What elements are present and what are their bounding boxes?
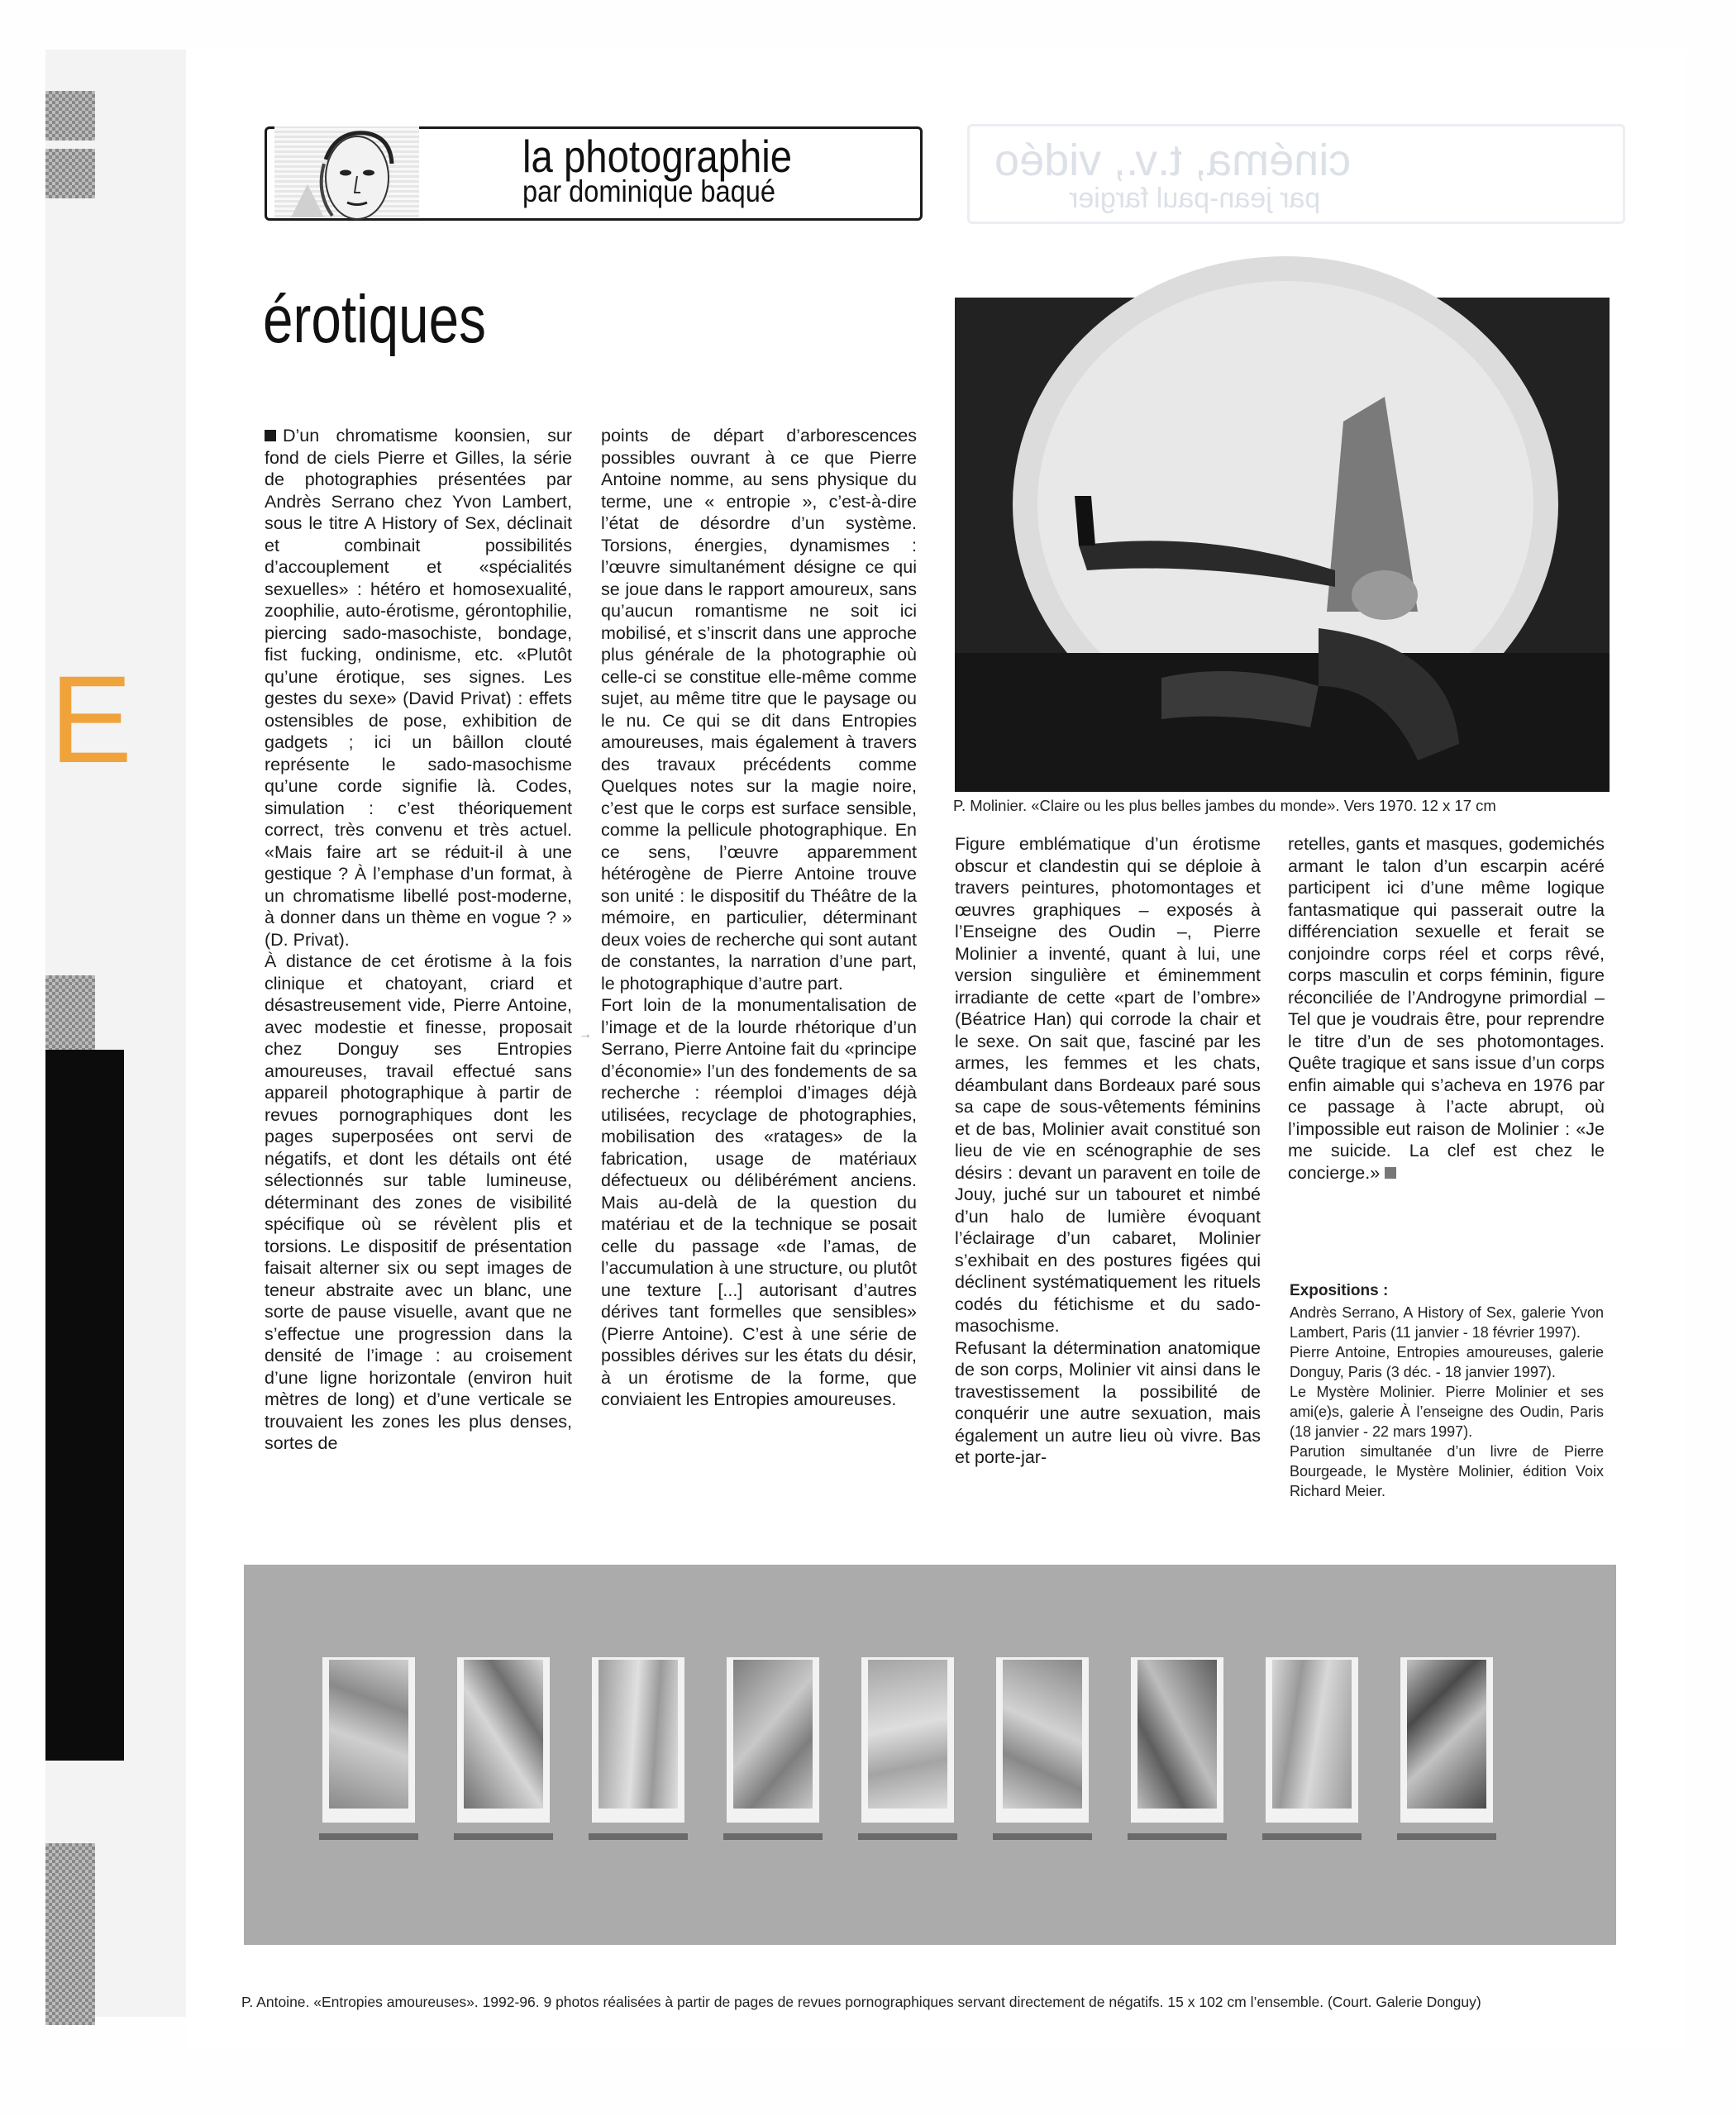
strip-photo-panel	[457, 1657, 550, 1823]
paragraph: retelles, gants et masques, godemichés armant le talon d’un escarpin acéré participent ici d’une même logique fantasmatique qui passerait outre la différenciation sexuelle et ferait se conjoindre corps réel et corps rêvé, corps masculin et corps féminin, figure réconciliée de l’Androgyne primordial – Tel que je voudrais être, pour reprendre le titre d’un de ses photomontages. Quête tragique et sans issue d’un corps enfin aimable qui s’acheva en 1976 par ce passage à l’acte abrupt, où l’impossible eut raison de Molinier : «Je me suicide. La clef est chez le concierge.»	[1288, 834, 1605, 1183]
panel-ledge	[858, 1833, 957, 1840]
strip-photo	[733, 1660, 813, 1809]
strip-photo-panel	[727, 1657, 819, 1823]
panel-ledge	[1128, 1833, 1227, 1840]
panel-ledge	[319, 1833, 418, 1840]
strip-photo	[599, 1660, 678, 1809]
strip-photo	[868, 1660, 947, 1809]
strip-photo	[1407, 1660, 1486, 1809]
strip-photo-panel	[592, 1657, 684, 1823]
panel-ledge	[454, 1833, 553, 1840]
strip-photo-panel	[861, 1657, 954, 1823]
checker-pattern	[45, 91, 95, 141]
paragraph: À distance de cet érotisme à la fois clinique et chatoyant, criard et désastreusement vide, Pierre Antoine, avec modestie et finesse, proposait chez Donguy ses Entropies amoureuses, travail effectué sans appareil photographique à partir de revues pornographiques dont les pages superposées ont servi de négatifs, et dont les détails ont été sélectionnés sur table lumineuse, déterminant des zones de visibilité spécifique où se révèlent plis et torsions. Le dispositif de présentation faisait alterner six ou sept images de teneur abstraite avec un blanc, une sorte de pause visuelle, avant que ne s’effectue une progression dans la densité de l’image : au croisement d’une ligne horizontale (environ huit mètres de long) et d’une verticale se trouvaient les zones les plus denses, sortes de	[265, 951, 572, 1453]
strip-photo	[1003, 1660, 1082, 1809]
author-portrait	[274, 126, 419, 217]
exposition-item: Pierre Antoine, Entropies amoureuses, galerie Donguy, Paris (3 déc. - 18 janvier 1997).	[1290, 1344, 1604, 1380]
paragraph: points de départ d’arborescences possibles ouvrant à ce que Pierre Antoine nomme, au sens physique du terme, une « entropie », c’est-à-dire l’état de désordre d’un système. Torsions, énergies, dynamismes : l’œuvre simultanément désigne ce qui se joue dans le rapport amoureux, sans qu’aucun romantisme ne soit ici mobilisé, et s’inscrit dans une approche plus générale de la photographie où celle-ci se constitue elle-même comme sujet, au même titre que le paysage ou le nu. Ce qui se dit dans Entropies amoureuses, mais également à travers des travaux précédents comme Quelques notes sur la magie noire, c’est que le corps est surface sensible, comme la pellicule photographique. En ce sens, l’œuvre apparemment hétérogène de Pierre Antoine trouve son unité : le dispositif du Théâtre de la mémoire, en particulier, déterminant deux voies de recherche qui sont autant de constantes, la narration d’une part, le photographique d’autre part.	[601, 426, 917, 994]
ghost-rubric-title: cinéma, t.v., vidéo	[994, 136, 1352, 185]
molinier-photo	[955, 298, 1610, 792]
strip-photo	[1272, 1660, 1352, 1809]
strip-photo-panel	[1266, 1657, 1358, 1823]
end-square-icon	[1385, 1167, 1396, 1179]
rubric-byline: par dominique baqué	[522, 174, 775, 208]
paragraph: Figure emblématique d’un érotisme obscur et clandestin qui se déploie à travers peintures, photomontages et œuvres graphiques – exposés à l’Enseigne des Oudin –, Pierre Molinier a inventé, quant à lui, une version singulière et éminemment irradiante de cette «part de l’ombre» (Béatrice Han) qui corrode la chair et le sexe. On sait que, fasciné par les armes, les femmes et les chats, déambulant dans Bordeaux paré sous sa cape de sous-vêtements féminins et de bas, Molinier avait constitué son lieu de vie en scénographie de ses désirs : devant un paravent en toile de Jouy, juché sur un tabouret et nimbé d’un halo de lumière évoquant l’éclairage d’un cabaret, Molinier s’exhibait en des postures figées qui déclinent systématiquement les rituels codés du fétichisme et du sado-masochisme.	[955, 834, 1261, 1336]
paragraph: Fort loin de la monumentalisation de l’image et de la lourde rhétorique d’un Serrano, Pierre Antoine fait du «principe d’économie» l’un des fondements de sa recherche : réemploi d’images déjà utilisées, recyclage de photographies, mobilisation des «ratages» de la fabrication, usage de matériaux défectueux ou délibérément anciens. Mais au-delà de la question du matériau et de la technique se posait celle du passage «de l’amas, de l’accumulation à une structure, ou plutôt une texture [...] autorisant d’autres dérives tant formelles que sensibles» (Pierre Antoine). C’est à une série de possibles dérives sur les états du désir, à un érotisme de la forme, que conviaient les Entropies amoureuses.	[601, 995, 917, 1409]
expositions-heading: Expositions :	[1290, 1282, 1389, 1299]
article-title: érotiques	[263, 282, 486, 357]
panel-ledge	[723, 1833, 823, 1840]
checker-pattern	[45, 975, 95, 1050]
strip-photo	[464, 1660, 543, 1809]
article-column-4	[1288, 833, 1605, 1184]
panel-ledge	[1262, 1833, 1362, 1840]
checker-pattern	[45, 1843, 95, 2025]
strip-photo-panel	[996, 1657, 1089, 1823]
strip-photo-panel	[1400, 1657, 1493, 1823]
article-column-2	[601, 425, 917, 1411]
ghost-rubric-showthrough	[967, 124, 1625, 224]
exposition-item: Andrès Serrano, A History of Sex, galerie Yvon Lambert, Paris (11 janvier - 18 février 1997).	[1290, 1304, 1604, 1341]
strip-caption: P. Antoine. «Entropies amoureuses». 1992-96. 9 photos réalisées à partir de pages de revues pornographiques servant directement de négatifs. 15 x 102 cm l’ensemble. (Court. Galerie Donguy)	[241, 1994, 1481, 2010]
panel-ledge	[589, 1833, 688, 1840]
panel-ledge	[1397, 1833, 1496, 1840]
bullet-square-icon	[265, 430, 276, 441]
orange-letter-fragment: E	[50, 650, 133, 789]
article-column-1	[265, 425, 572, 1455]
strip-photo	[1137, 1660, 1217, 1809]
ghost-rubric-byline: par jean-paul fargier	[1069, 183, 1321, 214]
exposition-item: Parution simultanée d’un livre de Pierre Bourgeade, le Mystère Molinier, édition Voix Richard Meier.	[1290, 1443, 1604, 1499]
expositions-box	[1290, 1281, 1604, 1501]
margin-mark: →	[579, 1027, 592, 1041]
paragraph: Refusant la détermination anatomique de son corps, Molinier vit ainsi dans le travestissement la possibilité de conquérir une autre sexuation, mais également un autre lieu où vivre. Bas et porte-jar-	[955, 1337, 1261, 1467]
rubric-title: la photographie	[522, 131, 793, 182]
strip-photo-panel	[322, 1657, 415, 1823]
strip-photo-panel	[1131, 1657, 1223, 1823]
previous-page-black-block	[45, 1050, 124, 1761]
exposition-item: Le Mystère Molinier. Pierre Molinier et ses ami(e)s, galerie À l’enseigne des Oudin, Paris (18 janvier - 22 mars 1997).	[1290, 1384, 1604, 1440]
checker-pattern	[45, 149, 95, 198]
paragraph: D’un chromatisme koonsien, sur fond de ciels Pierre et Gilles, la série de photographies présentées par Andrès Serrano chez Yvon Lambert, sous le titre A History of Sex, déclinait et combinait possibilités d’accouplement et «spécialités sexuelles» : hétéro et homosexualité, zoophilie, auto-érotisme, gérontophilie, piercing sado-masochiste, bondage, fist fucking, ondinisme, etc. «Plutôt qu’une érotique, ses signes. Les gestes du sexe» (David Privat) : effets ostensibles de pose, exhibition de gadgets ; ici un bâillon clouté représente le sado-masochisme qu’une corde signifie là. Codes, simulation : c’est théoriquement correct, très convenu et très actuel. «Mais faire art se réduit-il à une gestique ? À l’emphase d’un format, à un chromatisme libellé post-moderne, à donner dans un thème en vogue ? » (D. Privat).	[265, 426, 572, 950]
panel-ledge	[993, 1833, 1092, 1840]
photo-caption: P. Molinier. «Claire ou les plus belles jambes du monde». Vers 1970. 12 x 17 cm	[953, 797, 1496, 814]
article-column-3	[955, 833, 1261, 1469]
strip-photo	[329, 1660, 408, 1809]
